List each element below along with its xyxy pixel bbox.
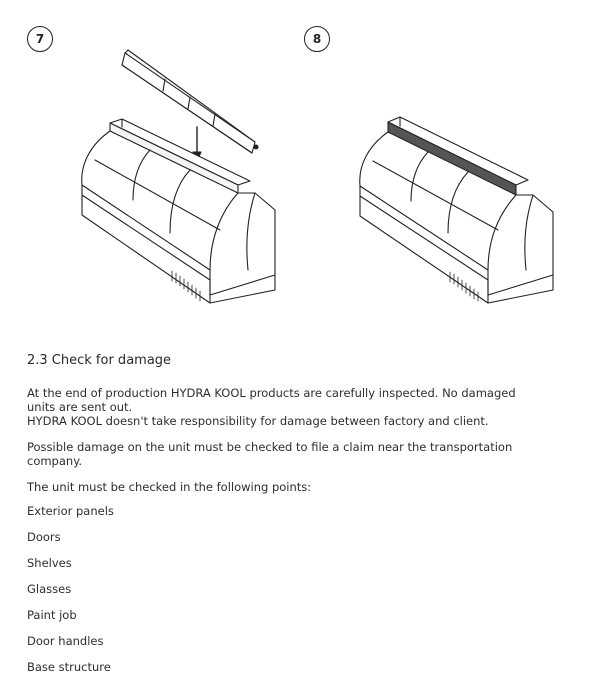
- list-item: Door handles: [27, 634, 104, 648]
- claim-paragraph-line-1: Possible damage on the unit must be checked to file a claim near the transportation: [27, 440, 513, 454]
- list-item: Doors: [27, 530, 61, 544]
- display-case-cover-installed-illustration: [350, 100, 560, 305]
- step-8-badge: [304, 26, 330, 52]
- step-8-number: 8: [312, 32, 322, 46]
- inspection-paragraph-line-2: units are sent out.: [27, 400, 133, 414]
- step-7-number: 7: [35, 32, 45, 46]
- step-7-badge: [27, 26, 53, 52]
- list-item: Base structure: [27, 660, 111, 674]
- list-item: Shelves: [27, 556, 72, 570]
- responsibility-paragraph: HYDRA KOOL doesn't take responsibility for damage between factory and client.: [27, 414, 489, 428]
- damage-check-section: [27, 353, 587, 686]
- display-case-cover-insertion-illustration: [70, 45, 285, 305]
- inspection-paragraph-line-1: At the end of production HYDRA KOOL products are carefully inspected. No damaged: [27, 386, 516, 400]
- check-points-list: [27, 504, 587, 686]
- checklist-intro: The unit must be checked in the following points:: [27, 480, 312, 494]
- claim-paragraph-line-2: company.: [27, 454, 83, 468]
- list-item: Glasses: [27, 582, 72, 596]
- list-item: Exterior panels: [27, 504, 114, 518]
- list-item: Paint job: [27, 608, 77, 622]
- section-heading: 2.3 Check for damage: [27, 353, 172, 368]
